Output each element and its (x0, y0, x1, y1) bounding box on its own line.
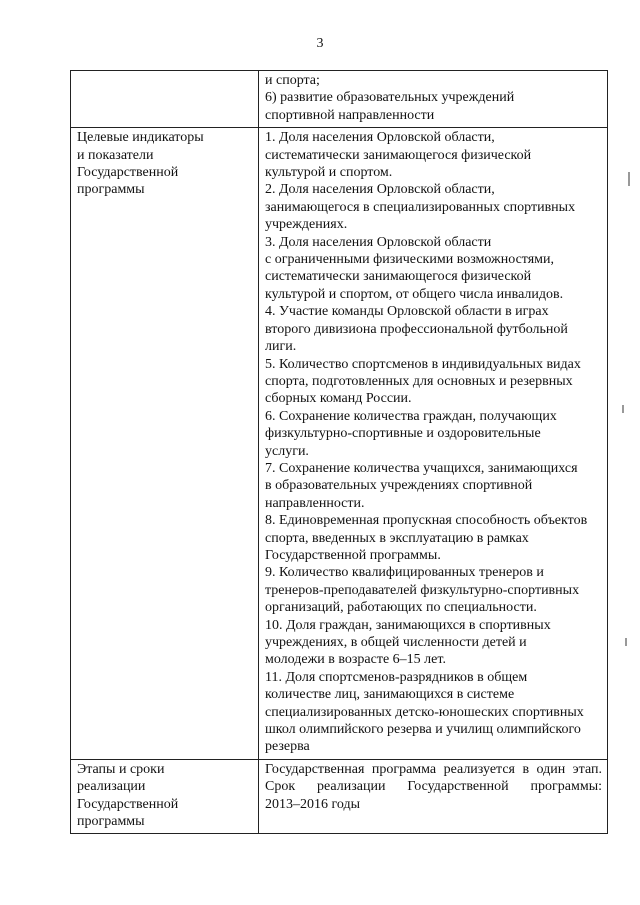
row-content-line: 1. Доля населения Орловской области, (265, 130, 495, 146)
row-label-line: Этапы и сроки (77, 761, 165, 777)
table-row (71, 128, 608, 760)
row-content-line: специализированных детско-юношеских спортивных (265, 704, 584, 720)
row-content-cell (259, 128, 608, 760)
row-content-line: 6. Сохранение количества граждан, получающих (265, 408, 557, 424)
row-content-line: 11. Доля спортсменов-разрядников в общем (265, 669, 528, 685)
row-content-line: 4. Участие команды Орловской области в играх (265, 304, 549, 320)
page-number: 3 (316, 36, 324, 51)
row-content-line: 10. Доля граждан, занимающихся в спортивных (265, 617, 551, 633)
row-content-line: учреждениях. (265, 217, 348, 233)
row-label-line: Целевые индикаторы (77, 130, 204, 146)
row-label-cell (71, 128, 259, 760)
row-content-line: Государственной программы. (265, 547, 441, 563)
row-content-line: 8. Единовременная пропускная способность объектов (265, 513, 588, 529)
row-label-line: программы (77, 814, 145, 830)
row-content-line: занимающегося в специализированных спортивных (265, 199, 576, 215)
row-content-line: 6) развитие образовательных учреждений (265, 90, 515, 106)
row-content-line: организаций, работающих по специальности. (265, 600, 537, 616)
row-content-line: 5. Количество спортсменов в индивидуальных видах (265, 356, 581, 372)
row-content-line: спорта, подготовленных для основных и резервных (265, 373, 573, 389)
row-content-line: тренеров-преподавателей физкультурно-спортивных (265, 582, 580, 598)
row-label-cell (71, 759, 259, 834)
scan-margin-mark (622, 405, 624, 413)
row-label-line: и показатели (77, 147, 154, 163)
row-content-line: и спорта; (265, 73, 320, 88)
table-row (71, 71, 608, 128)
row-content-line: систематически занимающегося физической (265, 269, 532, 285)
row-content-cell (259, 759, 608, 834)
row-content-line: 7. Сохранение количества учащихся, занимающихся (265, 460, 578, 476)
row-content-line: услуги. (265, 443, 309, 459)
scan-margin-mark (625, 638, 627, 646)
row-content-line: молодежи в возрасте 6–15 лет. (265, 652, 446, 668)
row-content-line: культурой и спортом, от общего числа инвалидов. (265, 286, 564, 302)
row-content-line: 2. Доля населения Орловской области, (265, 182, 495, 198)
row-label-line: Государственной (77, 796, 179, 812)
row-label-line: Государственной (77, 165, 179, 181)
row-label-line: программы (77, 182, 145, 198)
row-label-line: реализации (77, 779, 146, 795)
row-content-line: спортивной направленности (265, 107, 435, 123)
row-content-line: 2013–2016 годы (265, 796, 361, 812)
row-content-line: 3. Доля населения Орловской области (265, 234, 492, 250)
row-content-line: Срок реализации Государственной программы: (265, 779, 602, 795)
row-content-line: учреждениях, в общей численности детей и (265, 635, 527, 650)
row-content-line: культурой и спортом. (265, 165, 393, 181)
row-content-line: направленности. (265, 495, 365, 511)
program-passport-table (70, 70, 608, 834)
row-content-line: резерва (265, 739, 310, 755)
row-content-line: количестве лиц, занимающихся в системе (265, 687, 515, 703)
row-label-cell (71, 71, 259, 128)
row-content-line: второго дивизиона профессиональной футбольной (265, 321, 568, 337)
row-content-line: в образовательных учреждениях спортивной (265, 478, 533, 494)
row-content-line: Государственная программа реализуется в один этап. (265, 761, 602, 777)
table-row (71, 759, 608, 834)
row-content-line: физкультурно-спортивные и оздоровительные (265, 426, 541, 442)
scan-margin-mark (628, 172, 630, 186)
row-content-line: с ограниченными физическими возможностями, (265, 252, 555, 268)
row-content-line: спорта, введенных в эксплуатацию в рамках (265, 530, 529, 546)
row-content-cell (259, 71, 608, 128)
row-content-line: сборных команд России. (265, 391, 412, 407)
row-content-line: лиги. (265, 339, 297, 355)
row-content-line: школ олимпийского резерва и училищ олимпийского (265, 722, 581, 738)
row-content-line: систематически занимающегося физической (265, 147, 532, 163)
row-content-line: 9. Количество квалифицированных тренеров и (265, 565, 544, 581)
